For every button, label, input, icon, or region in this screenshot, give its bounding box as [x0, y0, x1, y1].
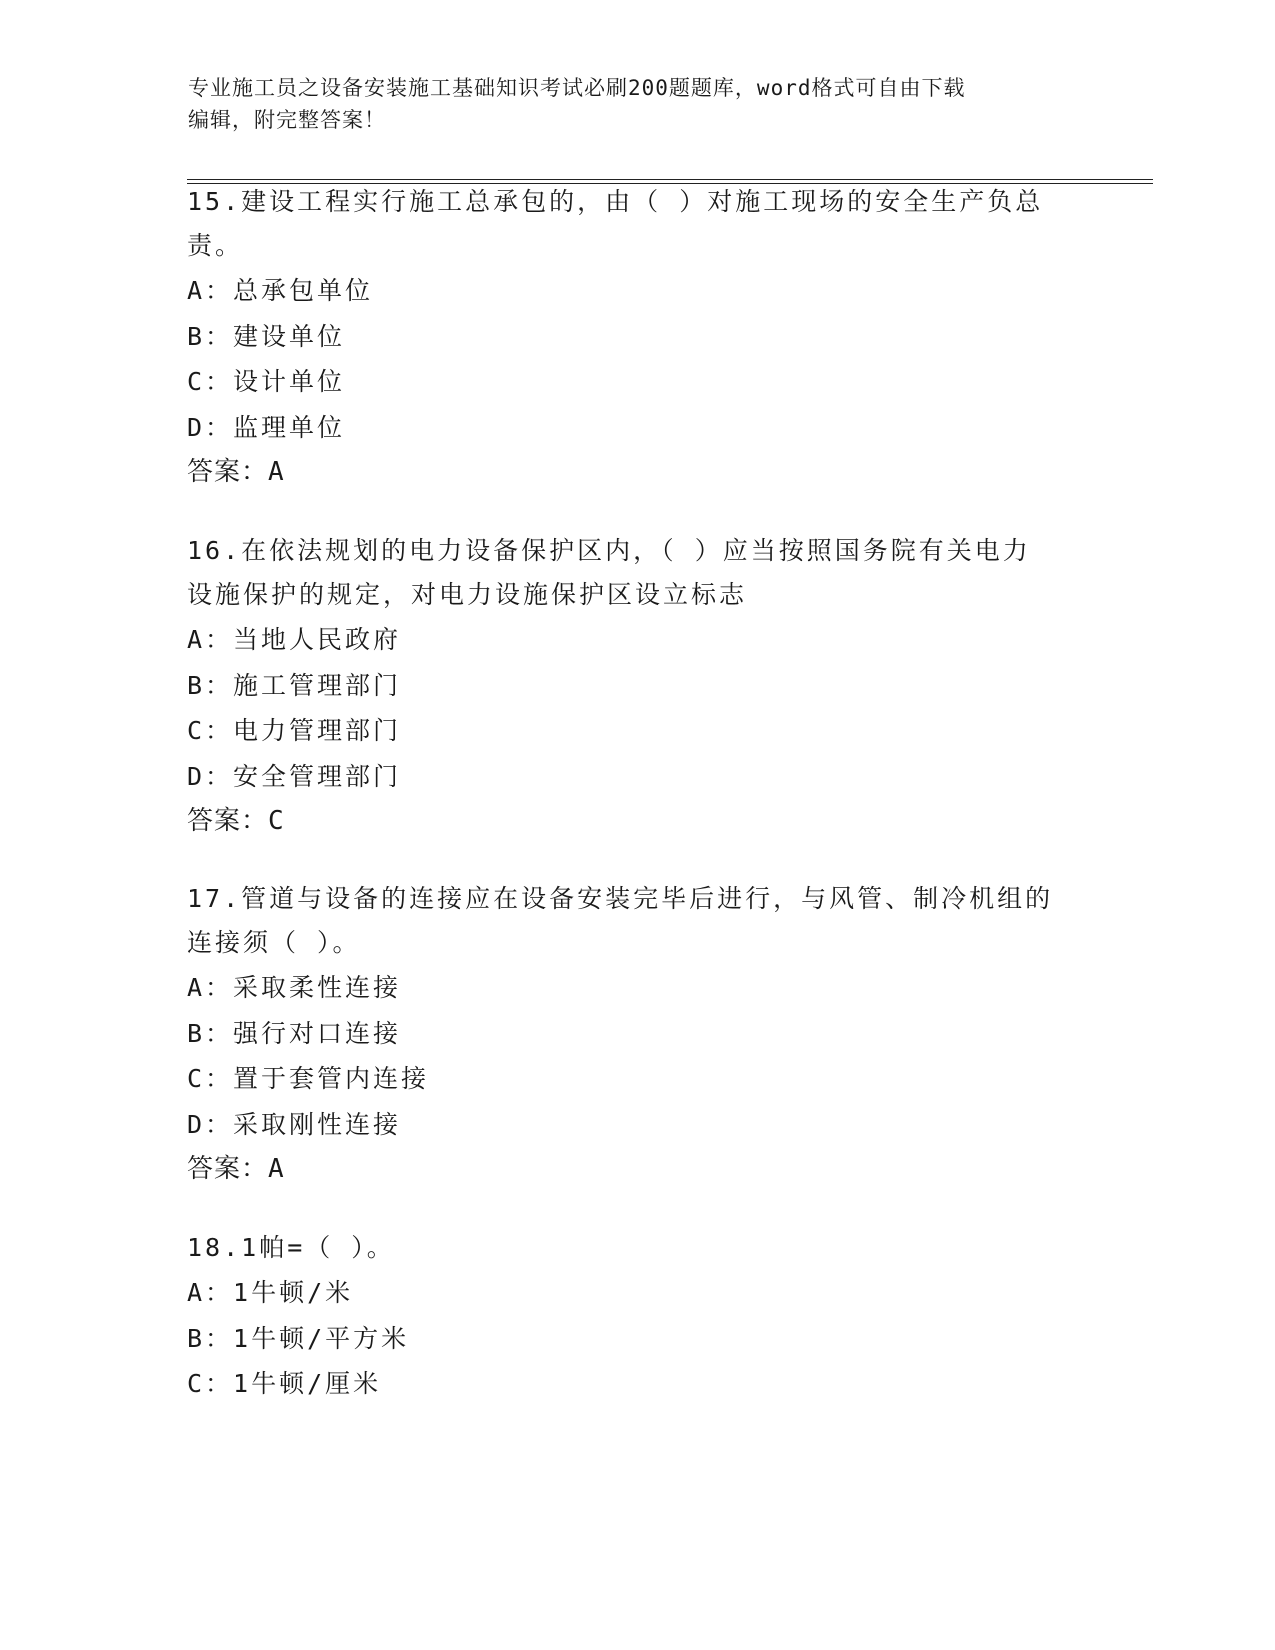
question-18 — [187, 1226, 1067, 1407]
document-header — [188, 72, 1078, 136]
question-stem: 17.管道与设备的连接应在设备安装完毕后进行，与风管、制冷机组的 — [187, 884, 1054, 913]
question-stem: 18.1帕=（ ）。 — [187, 1233, 395, 1262]
option-b: B：建设单位 — [187, 321, 346, 351]
header-line-1: 专业施工员之设备安装施工基础知识考试必刷200题题库，word格式可自由下载 — [188, 76, 966, 100]
question-stem-cont: 责。 — [187, 231, 244, 260]
option-d: D：采取刚性连接 — [187, 1109, 402, 1139]
option-c: C：1牛顿/厘米 — [187, 1369, 382, 1398]
option-c: C：电力管理部门 — [187, 716, 402, 745]
question-stem: 16.在依法规划的电力设备保护区内，（ ）应当按照国务院有关电力 — [187, 536, 1031, 565]
option-b: B：1牛顿/平方米 — [187, 1323, 410, 1353]
answer-value: A — [268, 1154, 285, 1184]
option-c: C：置于套管内连接 — [187, 1064, 430, 1093]
option-a: A：采取柔性连接 — [187, 973, 402, 1002]
answer-label: 答案： — [187, 806, 269, 836]
answer — [187, 799, 1067, 845]
question-stem: 15.建设工程实行施工总承包的，由（ ）对施工现场的安全生产负总 — [187, 187, 1044, 216]
question-16 — [187, 529, 1067, 845]
option-d: D：安全管理部门 — [187, 761, 402, 791]
answer — [187, 1147, 1067, 1193]
header-line-2: 编辑，附完整答案！ — [188, 108, 386, 132]
answer-label: 答案： — [187, 1154, 269, 1184]
option-b: B：强行对口连接 — [187, 1018, 402, 1048]
option-a: A：当地人民政府 — [187, 625, 402, 654]
question-stem-cont: 设施保护的规定，对电力设施保护区设立标志 — [187, 580, 748, 609]
question-17 — [187, 877, 1067, 1193]
question-stem-cont: 连接须（ ）。 — [187, 928, 361, 957]
option-c: C：设计单位 — [187, 367, 346, 396]
option-b: B：施工管理部门 — [187, 670, 402, 700]
answer-value: C — [268, 806, 285, 836]
option-d: D：监理单位 — [187, 412, 346, 442]
answer-label: 答案： — [187, 457, 269, 487]
answer — [187, 450, 1067, 496]
option-a: A：1牛顿/米 — [187, 1278, 354, 1307]
answer-value: A — [268, 457, 285, 487]
option-a: A：总承包单位 — [187, 276, 374, 305]
question-15 — [187, 180, 1067, 496]
